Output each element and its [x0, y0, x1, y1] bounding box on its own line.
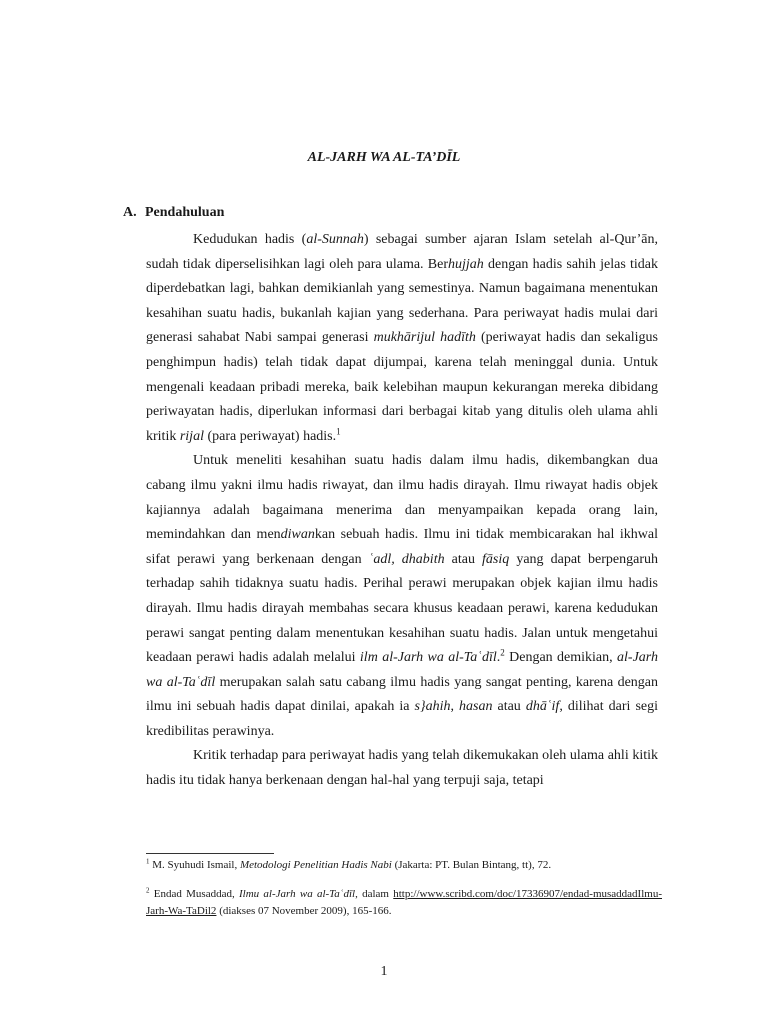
- p1-italic: hujjah: [447, 256, 484, 272]
- p2-italic: hasan: [459, 699, 493, 715]
- p2-italic: ilm al-Jarh wa al-Taʿdīl: [359, 650, 497, 666]
- p1-italic: mukhārijul hadīth: [373, 330, 476, 346]
- body-text: [146, 228, 658, 794]
- section-heading: [123, 205, 224, 221]
- footnote-text: (Jakarta: PT. Bulan Bintang, tt), 72.: [391, 859, 552, 871]
- p2-text: ,: [450, 699, 459, 715]
- footnote-link[interactable]: http://www.scribd.com/doc/17336907/endad-musaddadIlmu-Jarh-Wa-TaDil2: [146, 888, 662, 917]
- p2-text: Dengan demikian,: [504, 650, 618, 666]
- p2-text: yang dapat berpengaruh terhadap sahih tidaknya suatu hadis. Perihal perawi merupakan objek kajian ilmu hadis dirayah. Ilmu hadis dirayah membahas secara khusus keadaan perawi, karena kedudukan perawi sangat penting dalam menentukan kesahihan suatu hadis. Jalan untuk mengetahui keadaan perawi hadis adalah melalui: [146, 551, 658, 666]
- footnote-text: M. Syuhudi Ismail,: [149, 859, 240, 871]
- footnote-number: 1: [146, 857, 150, 866]
- p1-italic: rijal: [179, 428, 204, 444]
- p2-text: merupakan salah satu cabang ilmu hadis yang sangat penting, karena dengan ilmu ini sebuah hadis dapat dinilai, apakah ia: [146, 674, 658, 715]
- p2-text: atau: [444, 551, 483, 567]
- p2-italic: diwan: [280, 527, 315, 543]
- footnote-text: (diakses 07 November 2009), 165-166.: [216, 905, 392, 917]
- p2-text: atau: [492, 699, 526, 715]
- p1-text: dengan hadis sahih jelas tidak diperdebatkan lagi, bahkan demikianlah yang semestinya. Namun bagaimana menentukan kesahihan suatu hadis, bukanlah kajian yang sederhana. Para periwayat hadis mulai dari generasi sahabat Nabi sampai generasi: [146, 256, 658, 346]
- footnote-separator: [146, 853, 274, 854]
- document-title: AL-JARH WA AL-TA’DĪL: [307, 150, 461, 165]
- p2-text: , dilihat dari segi kredibilitas perawinya.: [146, 699, 659, 739]
- footnote-title: Metodologi Penelitian Hadis Nabi: [239, 859, 392, 871]
- section-number: A.: [123, 205, 137, 220]
- p2-italic: al-Jarh wa al-Taʿdīl: [146, 650, 658, 690]
- footnote-number: 2: [146, 886, 150, 895]
- p1-italic: al-Sunnah: [306, 232, 364, 247]
- footnote-2: [146, 886, 662, 920]
- footnote-text: , dalam: [355, 888, 394, 900]
- footnote-ref-1[interactable]: 1: [336, 426, 341, 437]
- p1-text: Kedudukan hadis (: [193, 232, 307, 247]
- footnote-title: Ilmu al-Jarh wa al-Taʿdīl: [238, 888, 356, 900]
- p2-italic: ʿadl, dhabith: [368, 551, 445, 567]
- paragraph-1: [146, 228, 658, 449]
- p2-text: .: [496, 650, 501, 666]
- p1-text: ) sebagai sumber ajaran Islam setelah al-Qur’ān, sudah tidak diperselisihkan lagi oleh para ulama. Ber: [146, 232, 658, 272]
- p2-italic: fāsiq: [482, 551, 510, 567]
- p1-text: (periwayat hadis dan sekaligus penghimpun hadis) telah tidak dapat dijumpai, karena telah meninggal dunia. Untuk mengenali keadaan pribadi mereka, baik kelebihan maupun kekurangan mereka dibidang periwayatan hadis, diperlukan informasi dari berbagai kitab yang ditulis oleh ulama ahli kritik: [146, 330, 658, 444]
- p2-italic: dhāʿif: [525, 699, 560, 715]
- paragraph-2: [146, 449, 658, 744]
- footnote-1: [146, 857, 662, 874]
- page-number: 1: [380, 964, 388, 979]
- p2-text: Untuk meneliti kesahihan suatu hadis dalam ilmu hadis, dikembangkan dua cabang ilmu yakni ilmu hadis riwayat, dan ilmu hadis dirayah. Ilmu riwayat hadis objek kajiannya adalah bagaimana menerima dan menyampaikan kepada orang lain, memindahkan dan men: [146, 453, 658, 543]
- footnote-ref-2[interactable]: 2: [500, 647, 505, 658]
- p3-text: Kritik terhadap para periwayat hadis yang telah dikemukakan oleh ulama ahli kitik hadis itu tidak hanya berkenaan dengan hal-hal yang terpuji saja, tetapi: [146, 748, 658, 789]
- paragraph-3: [146, 744, 658, 793]
- section-title: Pendahuluan: [145, 205, 225, 220]
- p1-text: (para periwayat) hadis.: [203, 428, 337, 444]
- p2-italic: s}ahih: [414, 699, 451, 715]
- footnote-text: Endad Musaddad,: [149, 888, 239, 900]
- p2-text: kan sebuah hadis. Ilmu ini tidak membicarakan hal ikhwal sifat perawi yang berkenaan dengan: [146, 527, 658, 567]
